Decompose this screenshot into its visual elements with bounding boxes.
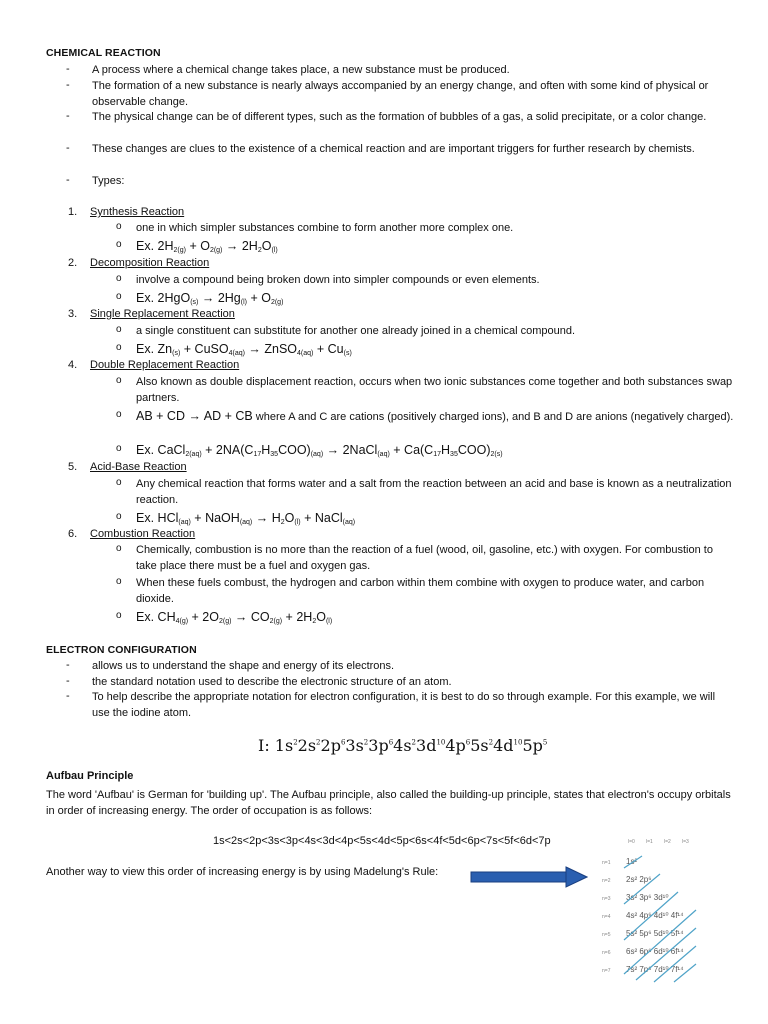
svg-text:5s² 5p⁶ 5d¹⁰ 5f¹⁴: 5s² 5p⁶ 5d¹⁰ 5f¹⁴: [626, 929, 684, 938]
svg-text:l=2: l=2: [664, 839, 671, 845]
madelung-diagram: [596, 836, 726, 986]
svg-text:n=6: n=6: [602, 950, 611, 956]
svg-text:l=3: l=3: [682, 839, 689, 845]
svg-text:n=2: n=2: [602, 878, 611, 884]
iodine-configuration: I: $1s^22s^22p^63s^23p^64s^23d^{10}4p^65s^24d^{10}5p^5$: [258, 736, 548, 755]
svg-text:n=7: n=7: [602, 968, 611, 974]
orbital-order: 1s<2s<2p<3s<3p<4s<3d<4p<5s<4d<5p<6s<4f<5d<6p<7s<5f<6d<7p: [213, 835, 551, 847]
electron-configuration-heading: ELECTRON CONFIGURATION: [46, 644, 197, 656]
svg-text:7s² 7p⁶ 7d¹⁰ 7f¹⁴: 7s² 7p⁶ 7d¹⁰ 7f¹⁴: [626, 965, 684, 974]
svg-text:2s² 2p⁶: 2s² 2p⁶: [626, 875, 652, 884]
svg-text:n=3: n=3: [602, 896, 611, 902]
chemical-reaction-heading: CHEMICAL REACTION: [46, 47, 161, 59]
document-page: CHEMICAL REACTION - A process where a chemical change takes place, a new substance must be produced. - The formation of a new substance is nearly always accompanied by an energy change, and often with some kind of physical or observable change. - The physical change can be of different types, such as the formation of bubbles of a gas, a solid precipitate, or a color change. - These changes are clues to the existence of a chemical reaction and are important triggers for further research by chemists. - Types: 1. Synthesis Reaction o one in which simpler substances combine to form another more complex one. o Ex. $2H_{2(g)} + O_{2(g)} \to 2H_2O_{(l)}$ 2. Decomposition Reaction o involve a compound being broken down into simpler compounds or even elements. o Ex. $2HgO_{(s)} \to 2Hg_{(l)} + O_{2(g)}$ 3. Single Replacement Reaction o a single constituent can substitute for another one already joined in a chemical compound. o Ex. $Zn_{(s)}$ + CuSO$_{4(aq)}$ → ZnSO$_{4(aq)}$ + $Cu_{(s)}$ 4. Double Replacement Reaction o Also known as double displacement reaction, occurs when two ionic substances come together and both substances swap partners. o AB + CD → AD + CB where A and C are cations (positively charged ions), and B and D are anions (negatively charged). o Ex. CaCl$_{2(aq)}$ + $2NA(C_{17}H_{35}COO)_{(aq)}$ → 2NaCl$_{(aq)}$ + $Ca(C_{17}H_{35}COO)_{2(s)}$ 5. Acid-Base Reaction o Any chemical reaction that forms water and a salt from the reaction between an acid and base is known as a neutralization reaction. o Ex. HCl$_{(aq)}$ + NaOH$_{(aq)}$ → $H_2O_{(l)}$ + NaCl$_{(aq)}$ 6. Combustion Reaction o Chemically, combustion is no more than the reaction of a fuel (wood, oil, gasoline, etc.) with oxygen. For combustion to take place there must be a fuel and oxygen gas. o When these fuels combust, the hydrogen and carbon within them combine with oxygen to produce water, and carbon dioxide. o Ex. $CH_{4(g)} + 2O_{2(g)} \to CO_{2(g)} + 2H_2O_{(l)}$ ELECTRON CONFIGURATION - allows us to understand the shape and energy of its electrons. - the standard notation used to describe the electronic structure of an atom. - To help describe the appropriate notation for electron configuration, it is best to do so through example. For this example, we will use the iodine atom. I: $1s^22s^22p^63s^23p^64s^23d^{10}4p^65s^24d^{10}5p^5$ Aufbau Principle The word 'Aufbau' is German for 'building up'. The Aufbau principle, also called the building-up principle, states that electron's occupy orbitals in order of increasing energy. The order of occupation is as follows: 1s<2s<2p<3s<3p<4s<3d<4p<5s<4d<5p<6s<4f<5d<6p<7s<5f<6d<7p Another way to view this order of increasing energy is by using Madelung's Rule: l=0 l=1 l=2 l=3 n=1 n=2 n=3 n=4 n=5 n=6 n=7 1s² 2s² 2p⁶ 3s² 3p⁶ 3d¹⁰ 4s² 4p⁶ 4d¹⁰ 4f¹⁴ 5s² 5p⁶ 5d¹⁰ 5f¹⁴ 6s² 6p⁶ 6d¹⁰ 6f¹⁴ 7s² 7p⁶ 7d¹⁰ 7f¹⁴: [0, 0, 768, 1024]
svg-text:4s² 4p⁶ 4d¹⁰ 4f¹⁴: 4s² 4p⁶ 4d¹⁰ 4f¹⁴: [626, 911, 684, 920]
svg-text:n=5: n=5: [602, 932, 611, 938]
svg-text:l=1: l=1: [646, 839, 653, 845]
svg-text:n=4: n=4: [602, 914, 611, 920]
madelung-text: Another way to view this order of increasing energy is by using Madelung's Rule:: [46, 866, 439, 878]
svg-text:1s²: 1s²: [626, 857, 638, 866]
aufbau-paragraph: The word 'Aufbau' is German for 'building up'. The Aufbau principle, also called the building-up principle, states that electron's occupy orbitals in order of increasing energy. The order of occupation is as follows:: [46, 789, 731, 817]
aufbau-heading: Aufbau Principle: [46, 770, 134, 782]
svg-text:l=0: l=0: [628, 839, 635, 845]
svg-text:n=1: n=1: [602, 860, 611, 866]
blue-arrow-icon: [470, 866, 588, 891]
svg-text:3s² 3p⁶ 3d¹⁰: 3s² 3p⁶ 3d¹⁰: [626, 893, 669, 902]
svg-text:6s² 6p⁶ 6d¹⁰ 6f¹⁴: 6s² 6p⁶ 6d¹⁰ 6f¹⁴: [626, 947, 684, 956]
